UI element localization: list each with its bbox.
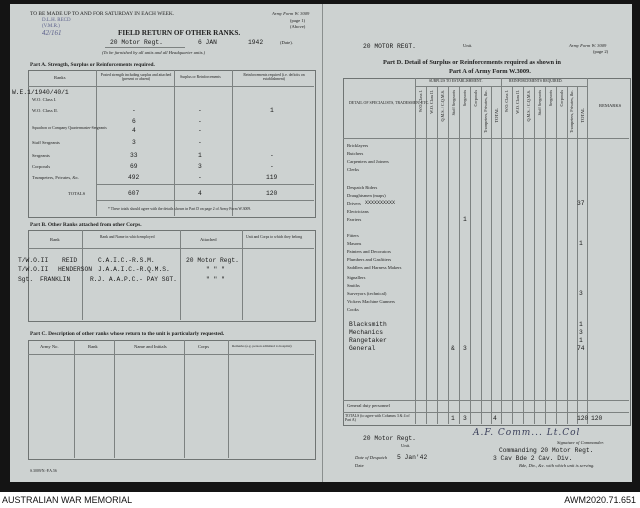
rank-label: W.O. Class II. <box>32 108 58 113</box>
total-reinf: 120 <box>577 415 589 422</box>
sub-header: Corporals <box>473 90 478 107</box>
rank-label: Trumpeters, Privates, &c. <box>32 175 80 180</box>
col-header-corps: Corps <box>198 344 209 349</box>
sub-col <box>567 86 568 424</box>
trade-label: Plumbers and Gasfitters <box>347 257 392 262</box>
col-header-surplus: Surplus or Reinforcements <box>180 75 221 79</box>
trade-label: Fitters <box>347 233 359 238</box>
attached-unit: " " " <box>206 266 225 273</box>
sub-header: Staff Sergeants <box>537 90 542 116</box>
attached-unit: " " " <box>206 276 225 283</box>
col-divider <box>587 78 588 424</box>
surplus-value: - <box>198 139 202 146</box>
stamp-line: D.L.H. RECD <box>42 18 71 23</box>
sub-header: Trumpeters, Privates, &c. <box>569 90 574 133</box>
formation-caption: Bde, Div., &c. with which unit is serving. <box>519 463 595 468</box>
signature-caption: Signature of Commander. <box>557 440 604 445</box>
page-1 <box>10 4 320 482</box>
trade-label: Butchers <box>347 151 364 156</box>
header-divider <box>343 138 629 139</box>
header-divider <box>28 248 314 249</box>
col-divider <box>228 340 229 458</box>
unit-name: 20 Motor Regt. <box>110 39 163 46</box>
signature-unit: 20 Motor Regt. <box>363 435 416 442</box>
attached-detail: C.A.I.C.-R.S.M. <box>98 257 155 264</box>
total-strength: 607 <box>128 190 140 197</box>
trade-label: Painters and Decorators <box>347 249 391 254</box>
sub-col <box>459 86 460 424</box>
sub-header: Trumpeters, Privates, &c. <box>483 90 488 133</box>
col-divider <box>174 70 175 216</box>
strength-value: 33 <box>130 152 138 159</box>
formation: 3 Cav Bde 2 Cav. Div. <box>493 455 573 462</box>
header-divider <box>28 86 314 87</box>
typed-trade: Blacksmith <box>349 321 387 328</box>
top-note: TO BE MADE UP TO AND FOR SATURDAY IN EACH WEEK. <box>30 11 175 17</box>
rank-label: Corporals <box>32 164 51 169</box>
col-header-ranks: Ranks <box>54 75 66 80</box>
col-header-strength: Posted strength including surplus and attached (present or absent) <box>100 73 172 81</box>
attached-name: FRANKLIN <box>40 276 71 283</box>
typed-strikeout: XXXXXXXXXX <box>365 200 396 206</box>
sub-col <box>556 86 557 424</box>
total-surplus: 4 <box>493 415 497 422</box>
attached-unit: 20 Motor Regt. <box>186 257 239 264</box>
establishment-ref: W.E.1/1940/40/1 <box>12 89 69 96</box>
rank-label: Staff Sergeants <box>32 140 60 145</box>
rank-label: Sergeants <box>32 153 50 158</box>
surplus-value: - <box>198 127 202 134</box>
sub-header: Sergeants <box>548 90 553 107</box>
date-label: Date <box>355 463 364 468</box>
reinf-value: 3 <box>579 329 583 336</box>
sub-col <box>491 86 492 424</box>
totals-underline <box>96 200 314 201</box>
col-divider <box>232 70 233 216</box>
commander-signature: A.F. Comm... Lt.Col <box>473 428 581 438</box>
form-sheet <box>10 4 632 482</box>
sub-col <box>470 86 471 424</box>
col-header-name: Rank and Name in which employed <box>100 235 155 239</box>
col-divider <box>74 340 75 458</box>
archive-name: AUSTRALIAN WAR MEMORIAL <box>2 495 133 505</box>
form-subtitle: (To be furnished by all units and all Headquarter units.) <box>102 50 206 55</box>
header-divider <box>28 354 314 355</box>
reinf-value: 74 <box>577 345 585 352</box>
group-surplus: SURPLUS TO ESTABLISHMENT. <box>429 79 483 83</box>
part-a-note: * These totals should agree with the details shown in Part D on page 2 of Army Form W.3009. <box>108 207 252 211</box>
col-divider <box>184 340 185 458</box>
reinf-value: 119 <box>266 174 278 181</box>
sub-header: Staff Sergeants <box>451 90 456 116</box>
reinf-value: 1 <box>270 107 274 114</box>
signature-unit-label: Unit. <box>401 443 411 448</box>
typed-mark: & <box>451 345 455 352</box>
col-divider <box>501 78 502 424</box>
col-header-reinf: Reinforcements required (i.e. deficits on establishment) <box>243 73 305 81</box>
part-c-title: Part C. Description of other ranks whose return to the unit is particularly requested. <box>30 331 225 337</box>
col-header-unit: Unit and Corps to which they belong <box>246 235 303 239</box>
col-divider <box>180 230 181 320</box>
surplus-value: 3 <box>463 345 467 352</box>
col-header-attached: Attached <box>200 237 217 242</box>
trade-label: Electricians <box>347 209 369 214</box>
unit-name: 20 MOTOR REGT. <box>363 43 416 50</box>
col-header-rank: Rank <box>50 237 60 242</box>
col-header-name: Name and Initials <box>134 344 167 349</box>
remarks-header: REMARKS <box>599 103 622 108</box>
trade-label: Drivers <box>347 201 361 206</box>
surplus-value: - <box>198 118 202 125</box>
totals-label: TOTALS <box>68 191 86 196</box>
trade-label: Cooks <box>347 307 359 312</box>
received-stamp <box>42 18 74 40</box>
sub-header: TOTAL <box>580 108 585 123</box>
unit-underline <box>105 47 185 48</box>
surplus-value: 1 <box>463 216 467 223</box>
stamp-line: (V.M.R.) <box>42 24 60 29</box>
totals-divider <box>343 412 629 413</box>
trade-label: Signallers <box>347 275 366 280</box>
form-above: (Above) <box>290 24 306 29</box>
total-surplus: 4 <box>198 190 202 197</box>
col-header-rank: Rank <box>88 344 98 349</box>
surplus-value: - <box>198 174 202 181</box>
reinf-value: 1 <box>579 337 583 344</box>
signature-title: Commanding 20 Motor Regt. <box>499 447 594 454</box>
total-surplus-1: 1 <box>451 415 455 422</box>
reinf-value: 1 <box>579 240 583 247</box>
reinf-value: - <box>270 152 274 159</box>
reinf-value: 1 <box>579 321 583 328</box>
page-2 <box>322 4 633 482</box>
date-label: (Date). <box>280 40 293 45</box>
despatch-label: Date of Despatch <box>355 455 388 460</box>
form-title: FIELD RETURN OF OTHER RANKS. <box>118 29 241 37</box>
trade-label: Smiths <box>347 283 360 288</box>
trade-label: Despatch Riders <box>347 185 378 190</box>
sub-col <box>512 86 513 424</box>
strength-value: 492 <box>128 174 140 181</box>
part-a-title: Part A. Strength, Surplus or Reinforcements required. <box>30 62 155 68</box>
totals-divider <box>96 184 314 185</box>
col-header-army-no: Army No. <box>40 344 59 349</box>
sub-col <box>481 86 482 424</box>
archive-footer <box>0 492 640 508</box>
sub-header: Sergeants <box>462 90 467 107</box>
sub-col <box>437 86 438 424</box>
general-duty-label: General duty personnel <box>347 403 390 408</box>
col-divider <box>242 230 243 320</box>
trade-label: Surveyors (technical) <box>347 291 387 296</box>
sub-col <box>534 86 535 424</box>
typed-trade: Mechanics <box>349 329 384 336</box>
sub-header: W.O. Class I. <box>504 90 509 113</box>
attached-name: REID <box>62 257 78 264</box>
col-divider <box>415 78 416 424</box>
sub-header: W.O. Class I. <box>418 90 423 113</box>
form-page: (page 1) <box>290 18 306 23</box>
reinf-value: - <box>270 163 274 170</box>
sub-col <box>523 86 524 424</box>
attached-rank: T/W.O.II <box>18 266 49 273</box>
col-divider <box>82 230 83 320</box>
despatch-date: 5 Jan'42 <box>397 454 428 461</box>
surplus-value: - <box>198 107 202 114</box>
trade-label: Vickers Machine Gunners <box>347 299 395 304</box>
return-date: 6 JAN <box>198 39 217 46</box>
sub-header: Q.M.S. / C.Q.M.S. <box>440 90 445 122</box>
return-year: 1942 <box>248 39 264 46</box>
attached-rank: Sgt. <box>18 276 34 283</box>
attached-detail: J.A.A.I.C.-R.Q.M.S. <box>98 266 170 273</box>
strength-value: 6 <box>132 118 136 125</box>
total-reinf-grand: 120 <box>591 415 603 422</box>
group-divider <box>415 86 587 87</box>
reinf-value: 3 <box>579 290 583 297</box>
rank-label: W.O. Class I. <box>32 97 57 102</box>
unit-label: Unit. <box>463 43 473 48</box>
col-divider <box>114 340 115 458</box>
print-code: S.3009/N.-P.A.56 <box>30 469 57 473</box>
rank-label: Squadron or Company Quartermaster-Sergeants <box>32 126 107 130</box>
sub-header: Q.M.S. / C.Q.M.S. <box>526 90 531 122</box>
col-header-detail: DETAIL OF SPECIALISTS, TRADESMEN, ETC. <box>349 101 430 105</box>
sub-col <box>448 86 449 424</box>
form-page: (page 2) <box>593 49 609 54</box>
attached-detail: R.J. A.A.P.C.- PAY SGT. <box>90 276 177 283</box>
archive-id: AWM2020.71.651 <box>564 495 636 505</box>
sub-header: Corporals <box>559 90 564 107</box>
sub-header: W.O. Class II. <box>515 90 520 114</box>
totals-label: TOTALS (to agree with Columns 3 & 4 of Part A) <box>345 414 410 423</box>
col-header-remarks: Remarks (e.g. person admitted to hospital) <box>232 344 292 348</box>
sub-col <box>545 86 546 424</box>
attached-name: HENDERSON <box>58 266 93 273</box>
trade-label: Clerks <box>347 167 359 172</box>
trade-label: Farriers <box>347 217 362 222</box>
typed-trade: Rangetaker <box>349 337 387 344</box>
sub-header: W.O. Class II. <box>429 90 434 114</box>
col-divider <box>96 70 97 216</box>
surplus-value: 1 <box>198 152 202 159</box>
general-divider <box>343 400 629 401</box>
part-b-title: Part B. Other Ranks attached from other Corps. <box>30 222 142 228</box>
total-reinf: 120 <box>266 190 278 197</box>
typed-trade: General <box>349 345 376 352</box>
part-d-title: Part D. Detail of Surplus or Reinforcements required as shown in <box>383 59 561 66</box>
trade-label: Bricklayers <box>347 143 369 148</box>
reinf-value: 37 <box>577 200 585 207</box>
strength-value: - <box>132 107 136 114</box>
form-number: Army Form W. 3009 <box>272 11 310 16</box>
group-reinf: REINFORCEMENTS REQUIRED. <box>509 79 563 83</box>
total-surplus-2: 3 <box>463 415 467 422</box>
sub-col <box>426 86 427 424</box>
part-c-table <box>28 340 316 460</box>
sub-header: TOTAL <box>494 108 499 123</box>
stamp-line: 42/161 <box>42 29 62 37</box>
strength-value: 69 <box>130 163 138 170</box>
trade-label: Saddlers and Harness Makers <box>347 265 402 270</box>
part-d-title-2: Part A of Army Form W.3009. <box>449 68 531 75</box>
trade-label: Draughtsmen (maps) <box>347 193 386 198</box>
form-number: Army Form W. 3009 <box>569 43 607 48</box>
attached-rank: T/W.O.II <box>18 257 49 264</box>
surplus-value: 3 <box>198 163 202 170</box>
sub-col <box>577 86 578 424</box>
trade-label: Carpenters and Joiners <box>347 159 389 164</box>
strength-value: 4 <box>132 127 136 134</box>
trade-label: Masons <box>347 241 362 246</box>
strength-value: 3 <box>132 139 136 146</box>
